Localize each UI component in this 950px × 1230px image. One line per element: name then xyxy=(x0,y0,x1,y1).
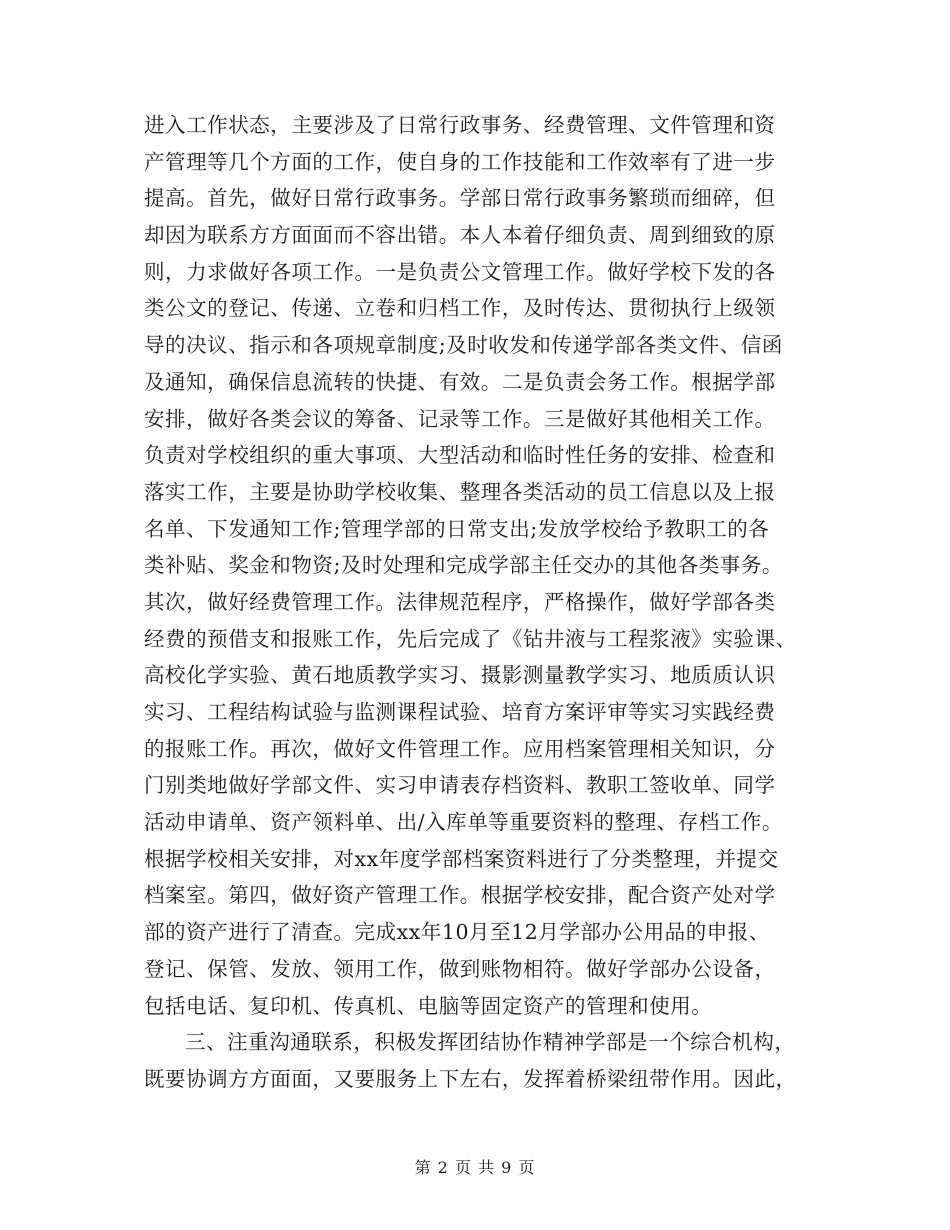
paragraph-start-line: 三、注重沟通联系，积极发挥团结协作精神学部是一个综合机构， xyxy=(185,1030,796,1055)
body-text xyxy=(144,107,824,1098)
text-line: 类公文的登记、传递、立卷和归档工作，及时传达、贯彻执行上级领 xyxy=(144,296,776,321)
text-line: 及通知，确保信息流转的快捷、有效。二是负责会务工作。根据学部 xyxy=(144,369,776,394)
text-line: 提高。首先，做好日常行政事务。学部日常行政事务繁琐而细碎，但 xyxy=(144,186,776,211)
text-line: 经费的预借支和报账工作，先后完成了《钻井液与工程浆液》实验课、 xyxy=(144,626,797,651)
text-line: 进入工作状态，主要涉及了日常行政事务、经费管理、文件管理和资 xyxy=(144,113,776,137)
text-line: 活动申请单、资产领料单、出/入库单等重要资料的整理、存档工作。 xyxy=(144,810,783,835)
text-line: 负责对学校组织的重大事项、大型活动和临时性任务的安排、检查和 xyxy=(144,443,776,468)
text-line: 则，力求做好各项工作。一是负责公文管理工作。做好学校下发的各 xyxy=(144,259,776,284)
text-line: 其次，做好经费管理工作。法律规范程序，严格操作，做好学部各类 xyxy=(144,589,776,614)
text-line: 的报账工作。再次，做好文件管理工作。应用档案管理相关知识，分 xyxy=(144,736,776,761)
text-line: 产管理等几个方面的工作，使自身的工作技能和工作效率有了进一步 xyxy=(144,149,776,174)
text-line: 包括电话、复印机、传真机、电脑等固定资产的管理和使用。 xyxy=(144,993,713,1018)
text-line: 实习、工程结构试验与监测课程试验、培育方案评审等实习实践经费 xyxy=(144,700,776,724)
text-line: 既要协调方方面面，又要服务上下左右，发挥着桥梁纽带作用。因此， xyxy=(144,1066,797,1091)
text-line: 导的决议、指示和各项规章制度;及时收发和传递学部各类文件、信函 xyxy=(144,333,783,358)
text-line: 根据学校相关安排，对xx年度学部档案资料进行了分类整理，并提交 xyxy=(144,846,779,871)
page-footer: 第 2 页 共 9 页 xyxy=(414,1158,536,1177)
text-line: 名单、下发通知工作;管理学部的日常支出;发放学校给予教职工的各 xyxy=(144,516,770,541)
text-line: 类补贴、奖金和物资;及时处理和完成学部主任交办的其他各类事务。 xyxy=(144,553,783,578)
text-line: 档案室。第四，做好资产管理工作。根据学校安排，配合资产处对学 xyxy=(144,883,776,908)
text-line: 门别类地做好学部文件、实习申请表存档资料、教职工签收单、同学 xyxy=(144,773,776,798)
text-line: 登记、保管、发放、领用工作，做到账物相符。做好学部办公设备， xyxy=(144,956,776,981)
text-line: 落实工作，主要是协助学校收集、整理各类活动的员工信息以及上报 xyxy=(144,479,776,504)
text-line: 却因为联系方方面面而不容出错。本人本着仔细负责、周到细致的原 xyxy=(144,223,776,248)
text-line: 高校化学实验、黄石地质教学实习、摄影测量教学实习、地质质认识 xyxy=(144,663,776,688)
text-line: 部的资产进行了清查。完成xx年10月至12月学部办公用品的申报、 xyxy=(144,920,770,945)
text-line: 安排，做好各类会议的筹备、记录等工作。三是做好其他相关工作。 xyxy=(144,406,776,431)
